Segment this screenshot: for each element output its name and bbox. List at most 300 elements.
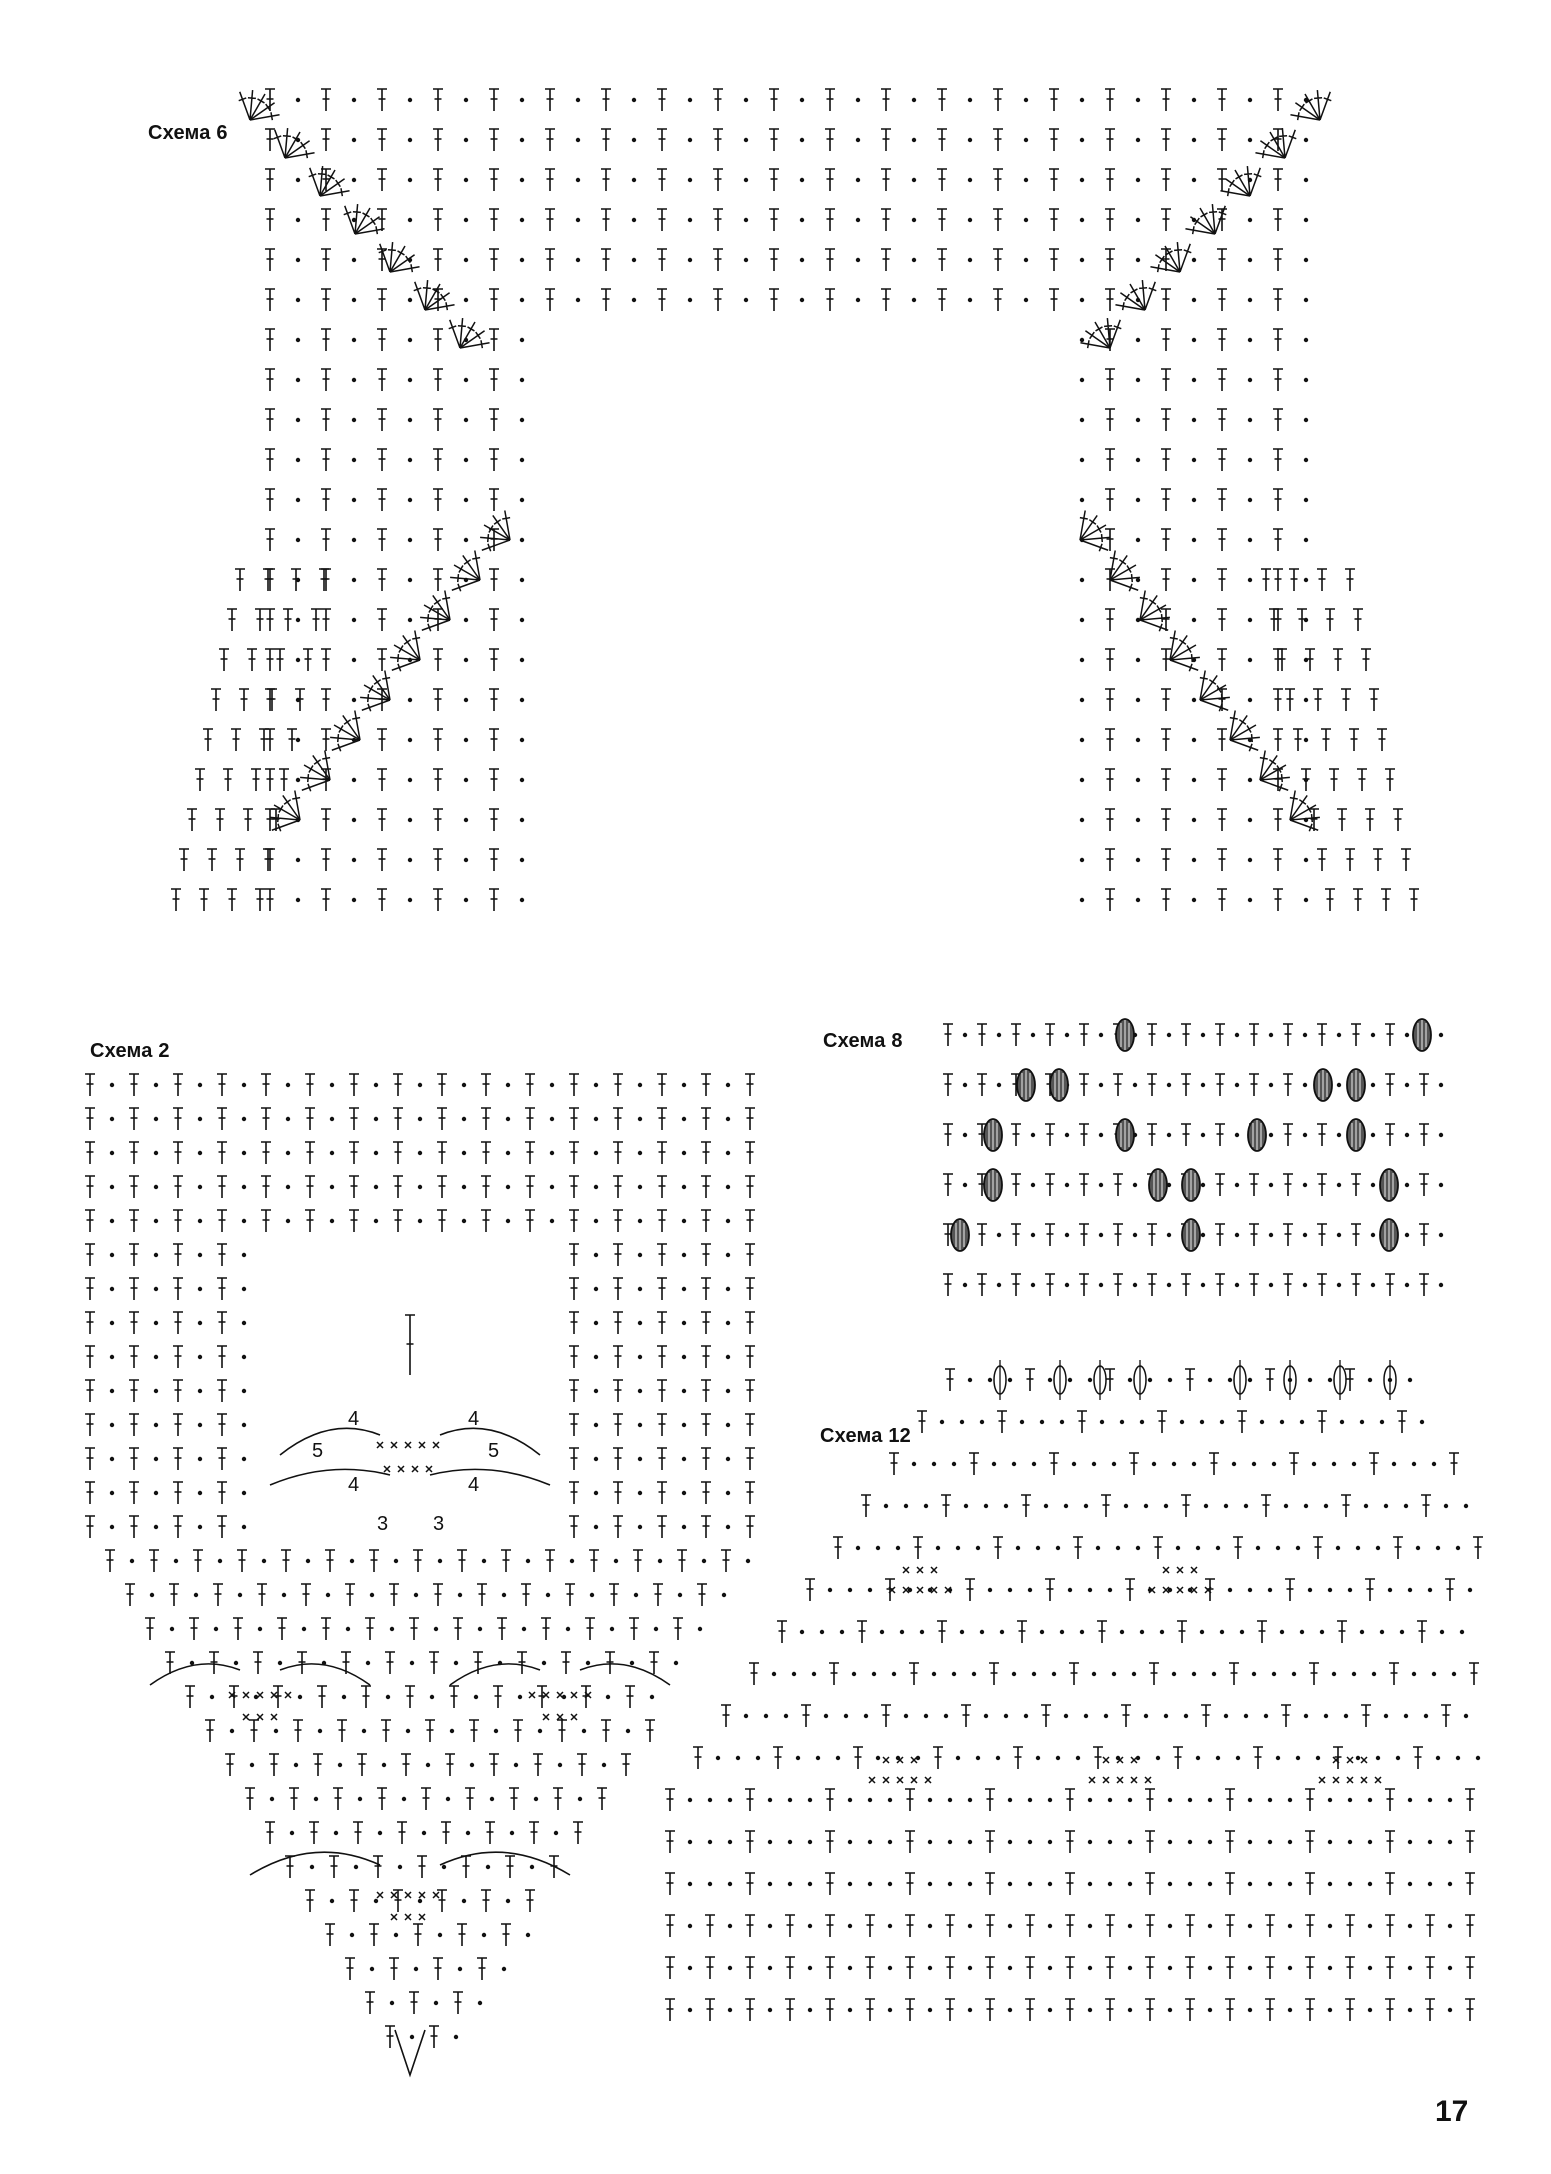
chain-stitch-dot: [286, 1219, 290, 1223]
double-crochet-icon: [1113, 1224, 1123, 1246]
arc-icon: [580, 1664, 670, 1685]
double-crochet-icon: [85, 1516, 95, 1538]
chain-stitch-dot: [1168, 1798, 1172, 1802]
chain-stitch-dot: [952, 1462, 956, 1466]
chain-stitch-dot: [602, 1763, 606, 1767]
double-crochet-icon: [1093, 1747, 1103, 1769]
chain-stitch-dot: [1456, 1756, 1460, 1760]
double-crochet-icon: [1217, 249, 1227, 271]
single-crochet-x-icon: [883, 1757, 889, 1763]
chain-stitch-dot: [1208, 1378, 1212, 1382]
chain-stitch-dot: [1208, 1966, 1212, 1970]
chain-stitch-dot: [638, 1321, 642, 1325]
chain-stitch-dot: [654, 1627, 658, 1631]
chain-stitch-dot: [1248, 1840, 1252, 1844]
chain-stitch-dot: [350, 1559, 354, 1563]
chain-stitch-dot: [576, 98, 580, 102]
double-crochet-icon: [917, 1411, 927, 1433]
chain-stitch-dot: [920, 1630, 924, 1634]
chain-stitch-dot: [808, 1966, 812, 1970]
double-crochet-icon: [321, 569, 331, 591]
double-crochet-icon: [601, 129, 611, 151]
double-crochet-icon: [85, 1210, 95, 1232]
chain-stitch-dot: [968, 298, 972, 302]
double-crochet-icon: [217, 1210, 227, 1232]
chain-stitch-dot: [594, 1117, 598, 1121]
double-crochet-icon: [213, 1584, 223, 1606]
chain-stitch-dot: [1348, 1798, 1352, 1802]
chain-stitch-dot: [1080, 698, 1084, 702]
schema-12-title: Схема 12: [820, 1425, 911, 1447]
chain-stitch-dot: [1080, 578, 1084, 582]
double-crochet-icon: [465, 1788, 475, 1810]
double-crochet-icon: [129, 1244, 139, 1266]
chain-stitch-dot: [374, 1083, 378, 1087]
double-crochet-icon: [1045, 1124, 1055, 1146]
fan-shell-icon: [1255, 128, 1296, 158]
chain-stitch-dot: [1405, 1283, 1409, 1287]
schema-2-number: 4: [468, 1408, 480, 1430]
double-crochet-icon: [613, 1516, 623, 1538]
chain-stitch-dot: [968, 1378, 972, 1382]
chain-stitch-dot: [250, 1763, 254, 1767]
chain-stitch-dot: [198, 1457, 202, 1461]
chain-stitch-dot: [1380, 1420, 1384, 1424]
chain-stitch-dot: [1248, 1588, 1252, 1592]
double-crochet-icon: [377, 329, 387, 351]
chain-stitch-dot: [286, 1083, 290, 1087]
double-crochet-icon: [245, 1788, 255, 1810]
double-crochet-icon: [219, 649, 229, 671]
double-crochet-icon: [293, 1720, 303, 1742]
chain-stitch-dot: [520, 258, 524, 262]
chain-stitch-dot: [1084, 1714, 1088, 1718]
double-crochet-icon: [1305, 1873, 1315, 1895]
chain-stitch-dot: [726, 1219, 730, 1223]
chain-stitch-dot: [170, 1627, 174, 1631]
chain-stitch-dot: [1304, 1714, 1308, 1718]
double-crochet-icon: [613, 1448, 623, 1470]
chain-stitch-dot: [594, 1389, 598, 1393]
double-crochet-icon: [389, 1584, 399, 1606]
double-crochet-icon: [1419, 1074, 1429, 1096]
chain-stitch-dot: [638, 1151, 642, 1155]
chain-stitch-dot: [726, 1083, 730, 1087]
chain-stitch-dot: [1216, 1546, 1220, 1550]
chain-stitch-dot: [194, 1593, 198, 1597]
double-crochet-icon: [1049, 1453, 1059, 1475]
chain-stitch-dot: [330, 1219, 334, 1223]
double-crochet-icon: [173, 1278, 183, 1300]
double-crochet-icon: [321, 649, 331, 671]
fan-shell-icon: [1220, 166, 1261, 196]
double-crochet-icon: [203, 729, 213, 751]
chain-stitch-dot: [1104, 1714, 1108, 1718]
chain-stitch-dot: [352, 698, 356, 702]
chain-stitch-dot: [506, 1151, 510, 1155]
chain-stitch-dot: [1088, 1378, 1092, 1382]
chain-stitch-dot: [462, 1151, 466, 1155]
chain-stitch-dot: [1008, 1924, 1012, 1928]
chain-stitch-dot: [1136, 138, 1140, 142]
double-crochet-icon: [1345, 1999, 1355, 2021]
double-crochet-icon: [421, 1788, 431, 1810]
chain-stitch-dot: [744, 178, 748, 182]
chain-stitch-dot: [474, 1695, 478, 1699]
double-crochet-icon: [1021, 1495, 1031, 1517]
double-crochet-icon: [305, 1176, 315, 1198]
chain-stitch-dot: [154, 1389, 158, 1393]
chain-stitch-dot: [1328, 1588, 1332, 1592]
chain-stitch-dot: [1268, 1588, 1272, 1592]
chain-stitch-dot: [1248, 1798, 1252, 1802]
double-crochet-icon: [701, 1278, 711, 1300]
chain-stitch-dot: [352, 658, 356, 662]
chain-stitch-dot: [638, 1287, 642, 1291]
fan-shell-icon: [1150, 242, 1191, 272]
double-crochet-icon: [441, 1822, 451, 1844]
double-crochet-icon: [553, 1788, 563, 1810]
double-crochet-icon: [977, 1024, 987, 1046]
chain-stitch-dot: [1368, 1798, 1372, 1802]
chain-stitch-dot: [1201, 1083, 1205, 1087]
chain-stitch-dot: [1136, 818, 1140, 822]
double-crochet-icon: [1185, 1957, 1195, 1979]
chain-stitch-dot: [963, 1283, 967, 1287]
double-crochet-icon: [833, 1537, 843, 1559]
chain-stitch-dot: [1048, 1840, 1052, 1844]
double-crochet-icon: [1105, 129, 1115, 151]
single-crochet-x-icon: [1177, 1567, 1183, 1573]
chain-stitch-dot: [1248, 1966, 1252, 1970]
chain-stitch-dot: [1304, 378, 1308, 382]
double-crochet-icon: [211, 689, 221, 711]
chain-stitch-dot: [1303, 1033, 1307, 1037]
chain-stitch-dot: [198, 1423, 202, 1427]
double-crochet-icon: [173, 1516, 183, 1538]
chain-stitch-dot: [1248, 858, 1252, 862]
chain-stitch-dot: [1208, 1798, 1212, 1802]
single-crochet-x-icon: [426, 1466, 432, 1472]
double-crochet-icon: [1217, 329, 1227, 351]
chain-stitch-dot: [1080, 338, 1084, 342]
chain-stitch-dot: [1052, 1672, 1056, 1676]
double-crochet-icon: [85, 1482, 95, 1504]
double-crochet-icon: [657, 1210, 667, 1232]
chain-stitch-dot: [1004, 1504, 1008, 1508]
single-crochet-x-icon: [571, 1692, 577, 1698]
chain-stitch-dot: [370, 1967, 374, 1971]
double-crochet-icon: [413, 1924, 423, 1946]
double-crochet-icon: [265, 289, 275, 311]
chain-stitch-dot: [1201, 1133, 1205, 1137]
double-crochet-icon: [1125, 1579, 1135, 1601]
single-crochet-x-icon: [1089, 1777, 1095, 1783]
double-crochet-icon: [1317, 1224, 1327, 1246]
chain-stitch-dot: [1192, 538, 1196, 542]
double-crochet-icon: [457, 1550, 467, 1572]
chain-stitch-dot: [928, 1840, 932, 1844]
double-crochet-icon: [325, 1550, 335, 1572]
double-crochet-icon: [613, 1482, 623, 1504]
double-crochet-icon: [185, 1686, 195, 1708]
chain-stitch-dot: [1328, 1882, 1332, 1886]
chain-stitch-dot: [726, 1321, 730, 1325]
chain-stitch-dot: [726, 1287, 730, 1291]
double-crochet-icon: [1011, 1274, 1021, 1296]
chain-stitch-dot: [1200, 1420, 1204, 1424]
chain-stitch-dot: [520, 658, 524, 662]
double-crochet-icon: [945, 1957, 955, 1979]
chain-stitch-dot: [1192, 178, 1196, 182]
double-crochet-icon: [1425, 1915, 1435, 1937]
chain-stitch-dot: [772, 1672, 776, 1676]
chain-stitch-dot: [1048, 1798, 1052, 1802]
double-crochet-icon: [1145, 1915, 1155, 1937]
chain-stitch-dot: [744, 258, 748, 262]
chain-stitch-dot: [1304, 898, 1308, 902]
chain-stitch-dot: [1031, 1133, 1035, 1137]
chain-stitch-dot: [1269, 1233, 1273, 1237]
schema-8-title: Схема 8: [823, 1030, 903, 1052]
chain-stitch-dot: [864, 1714, 868, 1718]
double-crochet-icon: [209, 1652, 219, 1674]
double-crochet-icon: [569, 1448, 579, 1470]
double-crochet-icon: [373, 1856, 383, 1878]
double-crochet-icon: [231, 729, 241, 751]
chain-stitch-dot: [1136, 338, 1140, 342]
double-crochet-icon: [377, 889, 387, 911]
chain-stitch-dot: [522, 1627, 526, 1631]
chain-stitch-dot: [352, 378, 356, 382]
chain-stitch-dot: [370, 1593, 374, 1597]
double-crochet-icon: [251, 769, 261, 791]
double-crochet-icon: [377, 809, 387, 831]
double-crochet-icon: [825, 169, 835, 191]
double-crochet-icon: [1321, 729, 1331, 751]
double-crochet-icon: [589, 1550, 599, 1572]
single-crochet-x-icon: [1163, 1567, 1169, 1573]
single-crochet-x-icon: [391, 1914, 397, 1920]
double-crochet-icon: [393, 1176, 403, 1198]
chain-stitch-dot: [1136, 178, 1140, 182]
double-crochet-icon: [945, 1999, 955, 2021]
chain-stitch-dot: [408, 498, 412, 502]
double-crochet-icon: [321, 449, 331, 471]
chain-stitch-dot: [1368, 1840, 1372, 1844]
chain-stitch-dot: [968, 258, 972, 262]
double-crochet-icon: [179, 849, 189, 871]
double-crochet-icon: [1365, 809, 1375, 831]
chain-stitch-dot: [352, 338, 356, 342]
chain-stitch-dot: [210, 1695, 214, 1699]
double-crochet-icon: [517, 1652, 527, 1674]
chain-stitch-dot: [880, 1630, 884, 1634]
double-crochet-icon: [801, 1705, 811, 1727]
chain-stitch-dot: [944, 1714, 948, 1718]
chain-stitch-dot: [1099, 1233, 1103, 1237]
chain-stitch-dot: [1280, 1420, 1284, 1424]
chain-stitch-dot: [1040, 1630, 1044, 1634]
chain-stitch-dot: [848, 1588, 852, 1592]
double-crochet-icon: [489, 249, 499, 271]
double-crochet-icon: [965, 1579, 975, 1601]
single-crochet-x-icon: [1347, 1757, 1353, 1763]
double-crochet-icon: [1161, 129, 1171, 151]
chain-stitch-dot: [808, 1798, 812, 1802]
chain-stitch-dot: [1337, 1283, 1341, 1287]
double-crochet-icon: [1215, 1224, 1225, 1246]
chain-stitch-dot: [1348, 1588, 1352, 1592]
chain-stitch-dot: [1080, 378, 1084, 382]
chain-stitch-dot: [382, 1763, 386, 1767]
chain-stitch-dot: [410, 1661, 414, 1665]
chain-stitch-dot: [997, 1283, 1001, 1287]
double-crochet-icon: [1177, 1621, 1187, 1643]
chain-stitch-dot: [948, 1840, 952, 1844]
double-crochet-icon: [1325, 889, 1335, 911]
double-crochet-icon: [1025, 1369, 1035, 1391]
double-crochet-icon: [217, 1244, 227, 1266]
chain-stitch-dot: [1235, 1133, 1239, 1137]
double-crochet-icon: [261, 1210, 271, 1232]
chain-stitch-dot: [1288, 1798, 1292, 1802]
chain-stitch-dot: [744, 298, 748, 302]
chain-stitch-dot: [868, 1882, 872, 1886]
double-crochet-icon: [1353, 889, 1363, 911]
chain-stitch-dot: [408, 418, 412, 422]
double-crochet-icon: [173, 1448, 183, 1470]
double-crochet-icon: [1273, 289, 1283, 311]
double-crochet-icon: [1445, 1579, 1455, 1601]
chain-stitch-dot: [852, 1672, 856, 1676]
chain-stitch-dot: [366, 1661, 370, 1665]
double-crochet-icon: [997, 1411, 1007, 1433]
double-crochet-icon: [1105, 449, 1115, 471]
chain-stitch-dot: [534, 1797, 538, 1801]
double-crochet-icon: [361, 1686, 371, 1708]
double-crochet-icon: [129, 1448, 139, 1470]
double-crochet-icon: [721, 1705, 731, 1727]
chain-stitch-dot: [352, 898, 356, 902]
double-crochet-icon: [705, 1957, 715, 1979]
chain-stitch-dot: [1133, 1283, 1137, 1287]
chain-stitch-dot: [278, 1661, 282, 1665]
chain-stitch-dot: [594, 1219, 598, 1223]
chain-stitch-dot: [296, 418, 300, 422]
double-crochet-icon: [1401, 849, 1411, 871]
double-crochet-icon: [255, 889, 265, 911]
double-crochet-icon: [993, 129, 1003, 151]
chain-stitch-dot: [1080, 138, 1084, 142]
chain-stitch-dot: [418, 1083, 422, 1087]
chain-stitch-dot: [154, 1423, 158, 1427]
double-crochet-icon: [777, 1621, 787, 1643]
chain-stitch-dot: [1065, 1033, 1069, 1037]
chain-stitch-dot: [1088, 1966, 1092, 1970]
double-crochet-icon: [701, 1108, 711, 1130]
chain-stitch-dot: [997, 1033, 1001, 1037]
double-crochet-icon: [1077, 1411, 1087, 1433]
chain-stitch-dot: [808, 1840, 812, 1844]
chain-stitch-dot: [1099, 1183, 1103, 1187]
chain-stitch-dot: [464, 858, 468, 862]
chain-stitch-dot: [286, 1117, 290, 1121]
chain-stitch-dot: [1439, 1133, 1443, 1137]
double-crochet-icon: [1145, 1873, 1155, 1895]
chain-stitch-dot: [1099, 1283, 1103, 1287]
double-crochet-icon: [85, 1176, 95, 1198]
chain-stitch-dot: [550, 1185, 554, 1189]
double-crochet-icon: [769, 89, 779, 111]
chain-stitch-dot: [1031, 1283, 1035, 1287]
double-crochet-icon: [985, 1873, 995, 1895]
chain-stitch-dot: [744, 218, 748, 222]
chain-stitch-dot: [576, 178, 580, 182]
chain-stitch-dot: [688, 98, 692, 102]
chain-stitch-dot: [520, 98, 524, 102]
chain-stitch-dot: [968, 138, 972, 142]
chain-stitch-dot: [630, 1661, 634, 1665]
double-crochet-icon: [1049, 169, 1059, 191]
double-crochet-icon: [85, 1346, 95, 1368]
chain-stitch-dot: [550, 1083, 554, 1087]
double-crochet-icon: [1261, 1495, 1271, 1517]
double-crochet-icon: [433, 89, 443, 111]
double-crochet-icon: [1161, 449, 1171, 471]
double-crochet-icon: [489, 369, 499, 391]
chain-stitch-dot: [1080, 418, 1084, 422]
double-crochet-icon: [713, 209, 723, 231]
chain-stitch-dot: [242, 1457, 246, 1461]
double-crochet-icon: [261, 1074, 271, 1096]
double-crochet-icon: [1105, 729, 1115, 751]
double-crochet-icon: [613, 1108, 623, 1130]
chain-stitch-dot: [976, 1546, 980, 1550]
double-crochet-icon: [489, 449, 499, 471]
chain-stitch-dot: [1264, 1714, 1268, 1718]
double-crochet-icon: [253, 1652, 263, 1674]
chain-stitch-dot: [478, 2001, 482, 2005]
double-crochet-icon: [481, 1210, 491, 1232]
chain-stitch-dot: [296, 898, 300, 902]
double-crochet-icon: [1149, 1663, 1159, 1685]
single-crochet-x-icon: [412, 1466, 418, 1472]
chain-stitch-dot: [716, 1756, 720, 1760]
double-crochet-icon: [1065, 1831, 1075, 1853]
chain-stitch-dot: [1288, 1966, 1292, 1970]
chain-stitch-dot: [1028, 1588, 1032, 1592]
chain-stitch-dot: [414, 1593, 418, 1597]
chain-stitch-dot: [792, 1672, 796, 1676]
double-crochet-icon: [569, 1176, 579, 1198]
chain-stitch-dot: [1201, 1233, 1205, 1237]
chain-stitch-dot: [610, 1627, 614, 1631]
chain-stitch-dot: [318, 1729, 322, 1733]
double-crochet-icon: [1351, 1274, 1361, 1296]
double-crochet-icon: [1409, 889, 1419, 911]
schema-2-title: Схема 2: [90, 1040, 170, 1062]
double-crochet-icon: [303, 649, 313, 671]
fan-shell-icon: [480, 510, 510, 551]
chain-stitch-dot: [530, 1865, 534, 1869]
arc-icon: [250, 1852, 380, 1875]
chain-stitch-dot: [888, 2008, 892, 2012]
double-crochet-icon: [745, 1831, 755, 1853]
chain-stitch-dot: [1092, 1672, 1096, 1676]
chain-stitch-dot: [242, 1287, 246, 1291]
chain-stitch-dot: [912, 1462, 916, 1466]
